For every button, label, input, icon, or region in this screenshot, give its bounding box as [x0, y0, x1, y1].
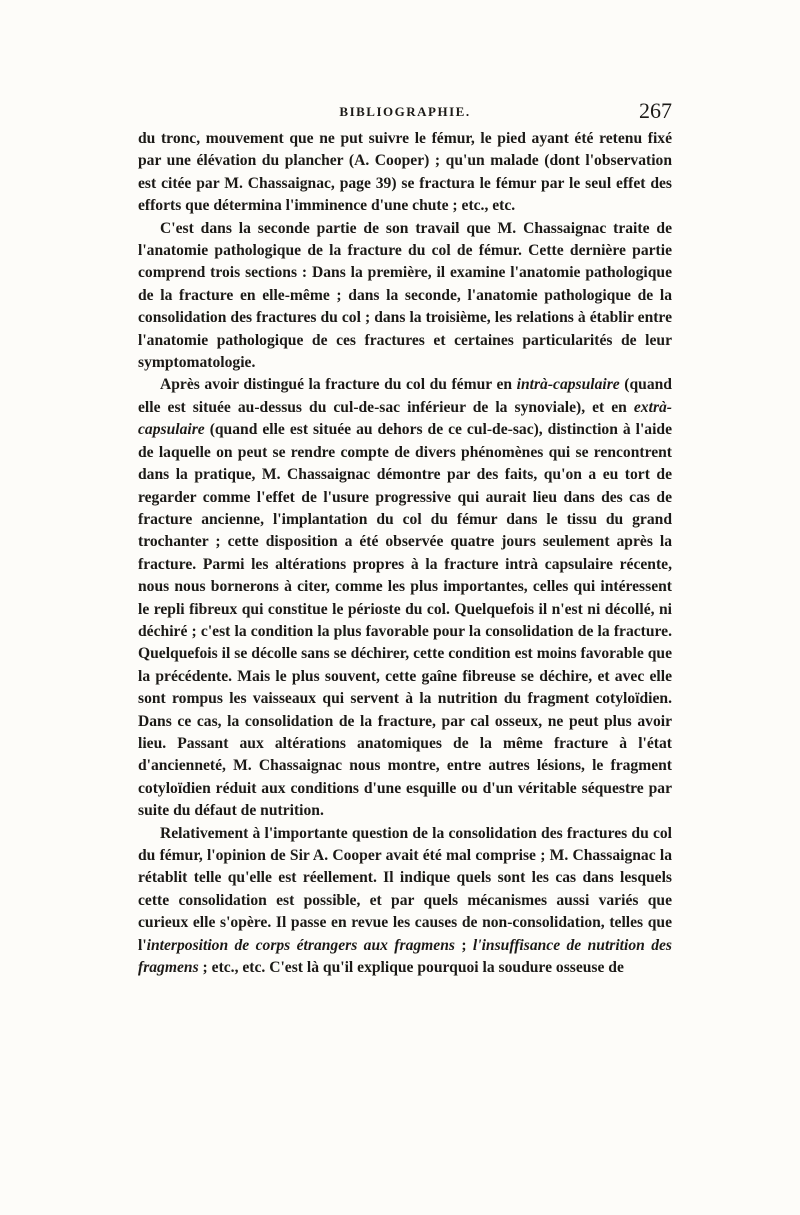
- paragraph-4-text-e: ; etc., etc. C'est là qu'il explique pourquoi la soudure osseuse de: [198, 959, 624, 977]
- paragraph-4-text-c: ;: [454, 936, 473, 954]
- page-number: 267: [639, 98, 672, 123]
- paragraph-3: [138, 374, 672, 822]
- running-title: BIBLIOGRAPHIE.: [339, 104, 471, 119]
- paragraph-4: [138, 823, 672, 980]
- paragraph-4-text-a: Relativement à l'importante question de la consolidation des fractures du col du fémur, l'opinion de Sir A. Cooper avait été mal comprise ; M. Chassaignac la rétablit telle qu'elle est réellement. Il indique quels sont les cas dans lesquels cette consolidation est possible, et par quels mécanismes aussi variés que curieux elle s'opère. Il passe en revue les causes de non-consolidation, telles que l': [138, 824, 672, 954]
- body-text: [138, 128, 672, 979]
- term-intra-capsulaire: intrà-capsulaire: [516, 376, 620, 394]
- running-head: [138, 100, 672, 126]
- paragraph-1: du tronc, mouvement que ne put suivre le fémur, le pied ayant été retenu fixé par une élévation du plancher (A. Cooper) ; qu'un malade (dont l'observation est citée par M. Chassaignac, page 39) se fractura le fémur par le seul effet des efforts que détermina l'imminence d'une chute ; etc., etc.: [138, 130, 672, 215]
- term-insuffisance: l'insuffisance de nutrition des fragmens: [138, 936, 672, 977]
- paragraph-2: C'est dans la seconde partie de son travail que M. Chassaignac traite de l'anatomie pathologique de la fracture du col de fémur. Cette dernière partie comprend trois sections : Dans la première, il examine l'anatomie pathologique de la fracture en elle-même ; dans la seconde, l'anatomie pathologique de la consolidation des fractures du col ; dans la troisième, les relations à établir entre l'anatomie pathologique de ces fractures et certaines particularités de leur symptomatologie.: [138, 219, 672, 372]
- term-extra-capsulaire: extrà-capsulaire: [138, 398, 672, 439]
- paragraph-3-text-c: (quand elle est située au-dessus du cul-de-sac inférieur de la synoviale), et en: [138, 376, 672, 416]
- paragraph-3-text-a: Après avoir distingué la fracture du col du fémur en: [160, 376, 517, 394]
- paragraph-3-text-e: (quand elle est située au dehors de ce cul-de-sac), distinction à l'aide de laquelle on peut se rendre compte de divers phénomènes qui se rencontrent dans la pratique, M. Chassaignac démontre par des faits, qu'on a eu tort de regarder comme l'effet de l'usure progressive qui aurait lieu dans des cas de fracture ancienne, l'implantation du col du fémur dans le tissu du grand trochanter ; cette disposition a été observée quatre jours seulement après la fracture. Parmi les altérations propres à la fracture intrà capsulaire récente, nous nous bornerons à citer, comme les plus importantes, celles qui intéressent le repli fibreux qui constitue le périoste du col. Quelquefois il n'est ni décollé, ni déchiré ; c'est la condition la plus favorable pour la consolidation de la fracture. Quelquefois il se décolle sans se déchirer, cette condition est moins favorable que la précédente. Mais le plus souvent, cette gaîne fibreuse se déchire, et avec elle sont rompus les vaisseaux qui servent à la nutrition du fragment cotyloïdien. Dans ce cas, la consolidation de la fracture, par cal osseux, ne peut plus avoir lieu. Passant aux altérations anatomiques de la même fracture à l'état d'ancienneté, M. Chassaignac nous montre, entre autres lésions, le fragment cotyloïdien réduit aux conditions d'une esquille ou d'un véritable séquestre par suite du défaut de nutrition.: [138, 421, 672, 820]
- term-interposition: interposition de corps étrangers aux fragmens: [146, 936, 455, 954]
